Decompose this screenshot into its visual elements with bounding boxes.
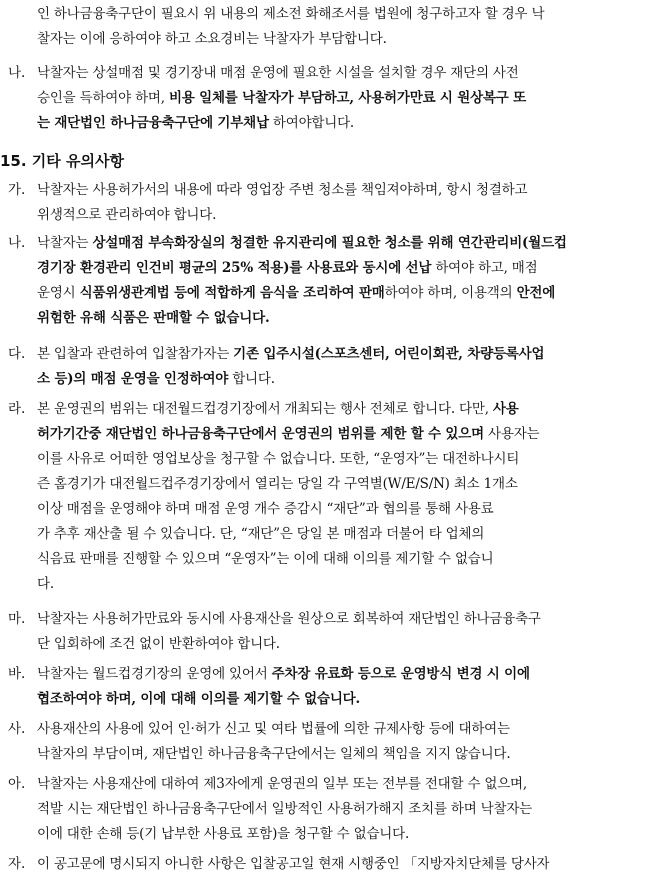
text-line: 식음료 판매를 진행할 수 있으며 “운영자”는 이에 대해 이의를 제기할 수 없습니 [37,551,494,567]
emphasis-text: 사용 [492,401,519,417]
text-line: 본 운영권의 범위는 대전월드컵경기장에서 개최되는 행사 전체로 합니다. 다만, 사용 [37,401,519,417]
emphasis-text: 비용 일체를 낙찰자가 부담하고, 사용허가만료 시 원상복구 또 [168,90,526,106]
list-marker: 나. [8,65,26,81]
text-line: 인 하나금융축구단이 필요시 위 내용의 제소전 화해조서를 법원에 청구하고자 할 경우 낙 [37,6,545,22]
list-marker: 나. [8,235,26,251]
text-line [37,687,644,712]
list-item-da [8,342,644,392]
text-line: 허가기간중 재단법인 하나금융축구단에서 운영권의 범위를 제한 할 수 있으며 사용자는 [37,426,540,442]
list-item-na-cleaning [8,231,644,331]
continued-paragraph [8,2,644,52]
list-item-sa [8,717,644,767]
list-marker: 자. [8,856,26,872]
text-line: 본 입찰과 관련하여 입찰참가자는 기존 입주시설(스포츠센터, 어린이회관, 차량등록사업 [37,346,545,362]
emphasis-text: 주차장 유료화 등으로 운영방식 변경 시 이에 [271,666,530,682]
text-line: 낙찰자는 사용허가서의 내용에 따라 영업장 주변 청소를 책임져야하며, 항시 청결하고 [37,182,528,198]
list-item-a [8,772,644,847]
list-marker: 다. [8,346,26,362]
emphasis-text: 는 재단법인 하나금융축구단에 기부채납 [37,115,269,131]
emphasis-text: 위험한 유해 식품은 판매할 수 없습니다. [37,310,270,326]
text-line: 단 입회하에 조건 없이 반환하여야 합니다. [37,636,280,652]
list-marker: 사. [8,721,26,737]
text-line: 찰자는 이에 응하여야 하고 소요경비는 낙찰자가 부담합니다. [37,31,387,47]
list-item-na-facilities [8,61,644,136]
list-item-ba [8,662,644,712]
text-line: 이에 대한 손해 등(기 납부한 사용료 포함)을 청구할 수 없습니다. [37,826,410,842]
text-line: 다. [37,576,54,592]
emphasis-text: 안전에 [516,285,556,301]
text-line: 는 재단법인 하나금융축구단에 기부채납 하여야합니다. [37,115,355,131]
emphasis-text: 소 등)의 매점 운영을 인정하여야 [37,371,229,387]
list-marker: 마. [8,611,26,627]
text-line: 가 추후 재산출 될 수 있습니다. 단, “재단”은 당일 본 매점과 더불어 타 업체의 [37,526,485,542]
emphasis-text: 기존 입주시설(스포츠센터, 어린이회관, 차량등록사업 [233,346,545,362]
text-line: 낙찰자는 월드컵경기장의 운영에 있어서 주차장 유료화 등으로 운영방식 변경 시 이에 [37,666,530,682]
section-heading: 15. 기타 유의사항 [0,152,124,170]
list-marker: 바. [8,666,26,682]
list-item-ja [8,852,644,877]
text-line: 이상 매점을 운영해야 하며 매점 운영 개수 증감시 “재단”과 협의를 통해 사용료 [37,501,494,517]
text-line: 이를 사유로 어떠한 영업보상을 청구할 수 없습니다. 또한, “운영자”는 대전하나시티 [37,451,520,467]
emphasis-text: 허가기간중 재단법인 하나금융축구단에서 운영권의 범위를 제한 할 수 있으며 [37,426,484,442]
text-line: 낙찰자는 사용재산에 대하여 제3자에게 운영권의 일부 또는 전부를 전대할 수 없으며, [37,776,527,792]
text-line: 낙찰자의 부담이며, 재단법인 하나금융축구단에서는 일체의 책임을 지지 않습니다. [37,746,511,762]
text-line: 낙찰자는 상설매점 및 경기장내 매점 운영에 필요한 시설을 설치할 경우 재단의 사전 [37,65,519,81]
emphasis-text: 경기장 환경관리 인건비 평균의 25% 적용)를 사용료와 동시에 선납 [37,260,432,276]
text-line: 사용재산의 사용에 있어 인·허가 신고 및 여타 법률에 의한 규제사항 등에 대하여는 [37,721,510,737]
list-marker: 아. [8,776,26,792]
list-item-ra [8,397,644,597]
text-line: 경기장 환경관리 인건비 평균의 25% 적용)를 사용료와 동시에 선납 하여야 하고, 매점 [37,260,538,276]
text-line: 적발 시는 재단법인 하나금융축구단에서 일방적인 사용허가해지 조치를 하며 낙찰자는 [37,801,533,817]
list-marker: 라. [8,401,26,417]
list-item-ma [8,607,644,657]
text-line: 위생적으로 관리하여야 합니다. [37,207,217,223]
text-line: 즌 홈경기가 대전월드컵주경기장에서 열리는 당일 각 구역별(W/E/S/N) 최소 1개소 [37,476,518,492]
list-item-ga [8,178,644,228]
text-line: 승인을 득하여야 하며, 비용 일체를 낙찰자가 부담하고, 사용허가만료 시 원상복구 또 [37,90,526,106]
text-line: 운영시 식품위생관계법 등에 적합하게 음식을 조리하여 판매하여야 하며, 이용객의 안전에 [37,285,556,301]
emphasis-text: 협조하여야 하며, 이에 대해 이의를 제기할 수 없습니다. [37,691,361,707]
text-line: 낙찰자는 사용허가만료와 동시에 사용재산을 원상으로 회복하여 재단법인 하나금융축구 [37,611,541,627]
emphasis-text: 상설매점 부속화장실의 청결한 유지관리에 필요한 청소를 위해 연간관리비(월드컵 [92,235,567,251]
text-line: 이 공고문에 명시되지 아니한 사항은 입찰공고일 현재 시행중인 「지방자치단체를 당사자 [37,856,550,872]
list-marker: 가. [8,182,26,198]
text-line: 소 등)의 매점 운영을 인정하여야 합니다. [37,371,275,387]
text-line [37,306,644,331]
emphasis-text: 식품위생관계법 등에 적합하게 음식을 조리하여 판매 [79,285,385,301]
text-line: 낙찰자는 상설매점 부속화장실의 청결한 유지관리에 필요한 청소를 위해 연간관리비(월드컵 [37,235,567,251]
